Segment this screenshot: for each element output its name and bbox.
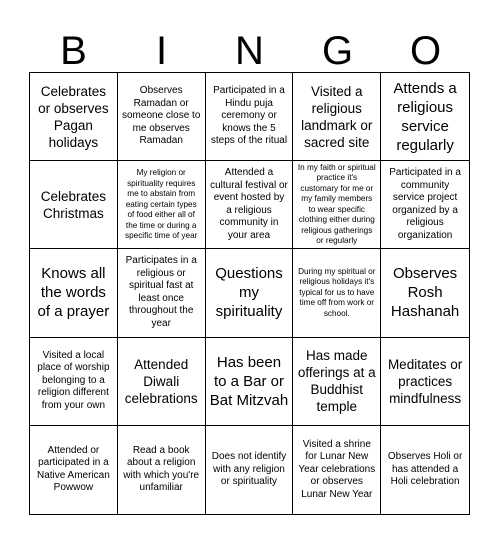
header-letter-n: N xyxy=(235,29,265,73)
bingo-cell[interactable] xyxy=(381,73,469,161)
bingo-cell-text: Observes Ramadan or someone close to me observes Ramadan xyxy=(122,85,201,147)
bingo-cell[interactable] xyxy=(206,73,294,161)
bingo-cell-text: In my faith or spiritual practice it's customary for me or my family members to wear specific clothing either during religious gatherings or regularly xyxy=(297,162,376,246)
bingo-cell[interactable] xyxy=(30,338,118,426)
bingo-cell[interactable] xyxy=(30,426,118,514)
bingo-cell[interactable] xyxy=(293,249,381,337)
bingo-cell[interactable] xyxy=(293,161,381,249)
bingo-cell-text: During my spiritual or religious holidays it's typical for us to have time off from work or school. xyxy=(298,266,376,318)
bingo-cell[interactable] xyxy=(381,161,469,249)
bingo-cell-text: Visited a religious landmark or sacred site xyxy=(301,83,373,150)
bingo-cell-text: Has been to a Bar or Bat Mitzvah xyxy=(209,353,289,409)
bingo-cell-text: Has made offerings at a Buddhist temple xyxy=(297,348,376,415)
bingo-cell[interactable] xyxy=(118,161,206,249)
header-letter-g: G xyxy=(321,29,355,73)
bingo-cell-text: My religion or spirituality requires me to abstain from eating certain types of food either all of the time or during a specific time of year xyxy=(125,168,198,241)
bingo-cell-text: Attends a religious service regularly xyxy=(393,79,457,154)
bingo-cell-text: Attended Diwali celebrations xyxy=(124,356,198,406)
bingo-cell[interactable] xyxy=(381,426,469,514)
bingo-cell-text: Observes Holi or has attended a Holi celebration xyxy=(387,451,463,488)
bingo-cell[interactable] xyxy=(206,426,294,514)
bingo-cell[interactable] xyxy=(206,338,294,426)
bingo-cell-text: Participates in a religious or spiritual fast at least once throughout the year xyxy=(125,255,197,329)
bingo-cell-text: Participated in a Hindu puja ceremony or knows the 5 steps of the ritual xyxy=(210,85,288,147)
bingo-cell-text: Participated in a community service project organized by a religious organization xyxy=(389,167,461,241)
bingo-cell[interactable] xyxy=(293,338,381,426)
bingo-cell[interactable] xyxy=(293,73,381,161)
bingo-cell[interactable] xyxy=(293,426,381,514)
header-letter-o: O xyxy=(409,29,443,73)
bingo-card-grid xyxy=(29,72,470,515)
bingo-cell[interactable] xyxy=(30,73,118,161)
bingo-cell-text: Celebrates Christmas xyxy=(40,188,107,221)
bingo-cell[interactable] xyxy=(118,249,206,337)
bingo-cell-text: Observes Rosh Hashanah xyxy=(390,265,460,321)
bingo-cell-text: Questions my spirituality xyxy=(215,265,283,321)
bingo-cell[interactable] xyxy=(118,73,206,161)
bingo-cell-text: Attended a cultural festival or event hosted by a religious community in your area xyxy=(210,167,288,241)
header-letter-b: B xyxy=(60,29,88,73)
bingo-cell-text: Celebrates or observes Pagan holidays xyxy=(38,83,109,150)
bingo-header xyxy=(30,30,470,72)
bingo-cell-text: Attended or participated in a Native American Powwow xyxy=(36,444,110,494)
bingo-cell[interactable] xyxy=(118,426,206,514)
bingo-cell-text: Read a book about a religion with which you're unfamiliar xyxy=(123,444,200,494)
bingo-cell[interactable] xyxy=(206,161,294,249)
header-letter-i: I xyxy=(155,29,169,73)
bingo-cell-text: Visited a local place of worship belonging to a religion different from your own xyxy=(37,349,110,411)
bingo-cell[interactable] xyxy=(381,338,469,426)
bingo-cell-text: Visited a shrine for Lunar New Year celebrations or observes Lunar New Year xyxy=(298,438,376,500)
bingo-cell[interactable] xyxy=(30,249,118,337)
bingo-cell-text: Meditates or practices mindfulness xyxy=(387,356,463,406)
bingo-cell-text: Knows all the words of a prayer xyxy=(37,265,110,321)
bingo-cell-text: Does not identify with any religion or spirituality xyxy=(211,451,287,488)
bingo-cell[interactable] xyxy=(30,161,118,249)
bingo-cell[interactable] xyxy=(206,249,294,337)
bingo-cell[interactable] xyxy=(118,338,206,426)
bingo-cell[interactable] xyxy=(381,249,469,337)
